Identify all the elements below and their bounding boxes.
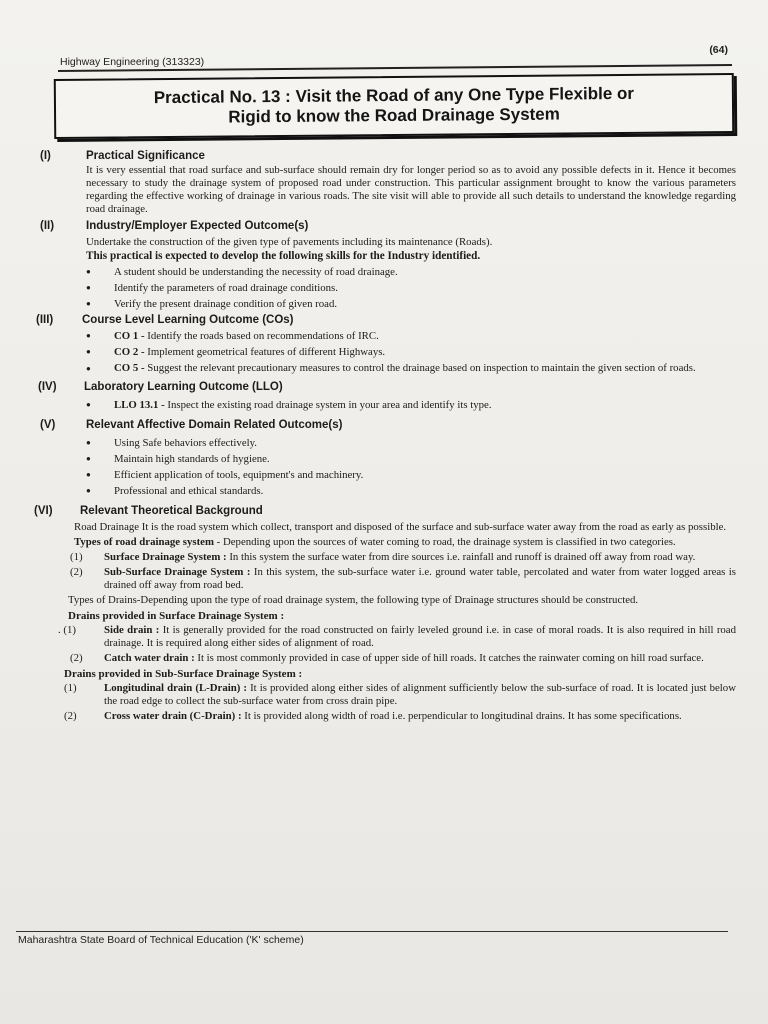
surface-drains-heading: Drains provided in Surface Drainage System : bbox=[68, 610, 285, 622]
road-drainage-intro: Road Drainage It is the road system which collect, transport and disposed of the surface and sub-surface water away from the road as early as possible. bbox=[74, 521, 727, 533]
item-number: . (1) bbox=[58, 624, 76, 636]
item-term: Catch water drain : bbox=[104, 652, 195, 664]
section-heading-affective-outcome bbox=[40, 417, 736, 433]
section-title: Course Level Learning Outcome (COs) bbox=[82, 314, 294, 326]
types-of-drains-paragraph: Types of Drains-Depending upon the type of road drainage system, the following type of Drainage structures should be constructed. bbox=[68, 594, 639, 606]
types-text: - Depending upon the sources of water coming to road, the drainage system is classified in two categories. bbox=[213, 536, 676, 548]
section-title: Practical Significance bbox=[86, 150, 205, 162]
list-item: ● Efficient application of tools, equipment's and machinery. bbox=[86, 467, 736, 483]
title-line-2: Rigid to know the Road Drainage System bbox=[228, 104, 560, 127]
section-title: Laboratory Learning Outcome (LLO) bbox=[84, 381, 283, 393]
list-item: ● Identify the parameters of road drainage conditions. bbox=[86, 280, 736, 296]
item-definition: In this system, the sub-surface water i.e. ground water table, percolated and water from water logged areas is drained off away from road bed. bbox=[104, 566, 736, 591]
industry-outcome-paragraph: Undertake the construction of the given type of pavements including its maintenance (Roads). bbox=[86, 236, 493, 248]
list-item bbox=[86, 328, 736, 344]
co-code: CO 5 - bbox=[114, 362, 145, 374]
item-number: (1) bbox=[70, 551, 83, 563]
skills-list bbox=[40, 264, 736, 312]
section-number: (I) bbox=[40, 150, 51, 162]
llo-code: LLO 13.1 - bbox=[114, 399, 165, 411]
drain-item-cross-water bbox=[64, 710, 736, 723]
section-number: (IV) bbox=[38, 381, 57, 393]
list-item bbox=[86, 362, 736, 375]
document-body bbox=[34, 148, 736, 725]
item-number: (2) bbox=[70, 652, 83, 664]
co-text: Suggest the relevant precautionary measures to control the drainage based on inspection to maintain the given section of roads. bbox=[144, 362, 696, 374]
co-code: CO 1 - bbox=[114, 330, 145, 342]
item-number: (2) bbox=[70, 566, 83, 578]
item-term: Side drain : bbox=[104, 624, 160, 636]
page-number: (64) bbox=[709, 44, 728, 56]
practical-title bbox=[154, 84, 635, 128]
running-footer: Maharashtra State Board of Technical Education ('K' scheme) bbox=[18, 934, 304, 946]
item-term: Surface Drainage System : bbox=[104, 551, 227, 563]
item-term: Longitudinal drain (L-Drain) : bbox=[104, 682, 247, 694]
item-definition: In this system the surface water from dire sources i.e. rainfall and runoff is drained off away from road way. bbox=[226, 551, 696, 563]
section-title: Relevant Affective Domain Related Outcome(s) bbox=[86, 419, 343, 431]
lab-outcome-list bbox=[40, 397, 736, 413]
item-definition: It is provided along width of road i.e. perpendicular to longitudinal drains. It has some specifications. bbox=[241, 710, 682, 722]
section-heading-significance bbox=[40, 148, 736, 164]
section-number: (II) bbox=[40, 220, 55, 232]
drain-item-side bbox=[58, 624, 736, 650]
section-title: Relevant Theoretical Background bbox=[80, 505, 263, 517]
subsurface-drains-heading: Drains provided in Sub-Surface Drainage System : bbox=[64, 668, 303, 680]
section-number: (VI) bbox=[34, 505, 53, 517]
list-item bbox=[86, 397, 736, 413]
drainage-category-surface bbox=[70, 551, 736, 564]
list-item: ● Verify the present drainage condition of given road. bbox=[86, 296, 736, 312]
section-number: (III) bbox=[36, 314, 54, 326]
llo-text: Inspect the existing road drainage system in your area and identify its type. bbox=[164, 399, 492, 411]
list-item: ● Using Safe behaviors effectively. bbox=[86, 435, 736, 451]
section-heading-lab-outcome bbox=[38, 379, 736, 395]
item-definition: It is provided along either sides of alignment sufficiently below the sub-surface of road. It is located just below the road edge to collect the sub-surface water from cross drain pipe. bbox=[104, 682, 736, 707]
co-text: Implement geometrical features of different Highways. bbox=[144, 346, 386, 358]
drain-item-catch-water bbox=[70, 652, 736, 665]
affective-outcome-list bbox=[40, 435, 736, 499]
skills-statement: This practical is expected to develop the following skills for the Industry identified. bbox=[86, 250, 481, 262]
section-number: (V) bbox=[40, 419, 56, 431]
significance-paragraph: It is very essential that road surface and sub-surface should remain dry for longer period so as to avoid any possible defects in it. Hence it becomes necessary to study the drainage system of proposed road under construction. This particular assignment brought to know the various parameters regarding the effective working of drainage in various roads. The site visit will able to provide all such details to understand the knowledge regarding road drainage. bbox=[86, 164, 736, 215]
running-header-course: Highway Engineering (313323) bbox=[60, 56, 205, 68]
item-definition: It is generally provided for the road constructed on fairly leveled ground i.e. in case of moral roads. It is also required in hill road drainage. It is required along either sides of alignment of road. bbox=[104, 624, 736, 649]
item-term: Cross water drain (C-Drain) : bbox=[104, 710, 242, 722]
types-of-drainage-paragraph bbox=[74, 536, 736, 549]
drain-item-longitudinal bbox=[64, 682, 736, 708]
item-number: (2) bbox=[64, 710, 77, 722]
item-definition: It is most commonly provided in case of upper side of hill roads. It catches the rainwater coming on hill road surface. bbox=[194, 652, 704, 664]
footer-divider bbox=[16, 931, 728, 932]
section-title: Industry/Employer Expected Outcome(s) bbox=[86, 220, 309, 232]
list-item bbox=[86, 344, 736, 360]
list-item: ● Maintain high standards of hygiene. bbox=[86, 451, 736, 467]
co-code: CO 2 - bbox=[114, 346, 145, 358]
list-item: ● Professional and ethical standards. bbox=[86, 483, 736, 499]
list-item: ● A student should be understanding the necessity of road drainage. bbox=[86, 264, 736, 280]
practical-title-box bbox=[54, 73, 734, 139]
types-heading: Types of road drainage system bbox=[74, 536, 214, 548]
section-heading-industry-outcome bbox=[40, 218, 736, 234]
item-number: (1) bbox=[64, 682, 77, 694]
drainage-category-subsurface bbox=[70, 566, 736, 592]
course-outcome-list bbox=[40, 328, 736, 375]
section-heading-course-outcomes bbox=[36, 312, 736, 328]
section-heading-theory bbox=[34, 503, 736, 519]
title-line-1: Practical No. 13 : Visit the Road of any One Type Flexible or bbox=[153, 83, 635, 108]
item-term: Sub-Surface Drainage System : bbox=[104, 566, 251, 578]
co-text: Identify the roads based on recommendations of IRC. bbox=[144, 330, 379, 342]
